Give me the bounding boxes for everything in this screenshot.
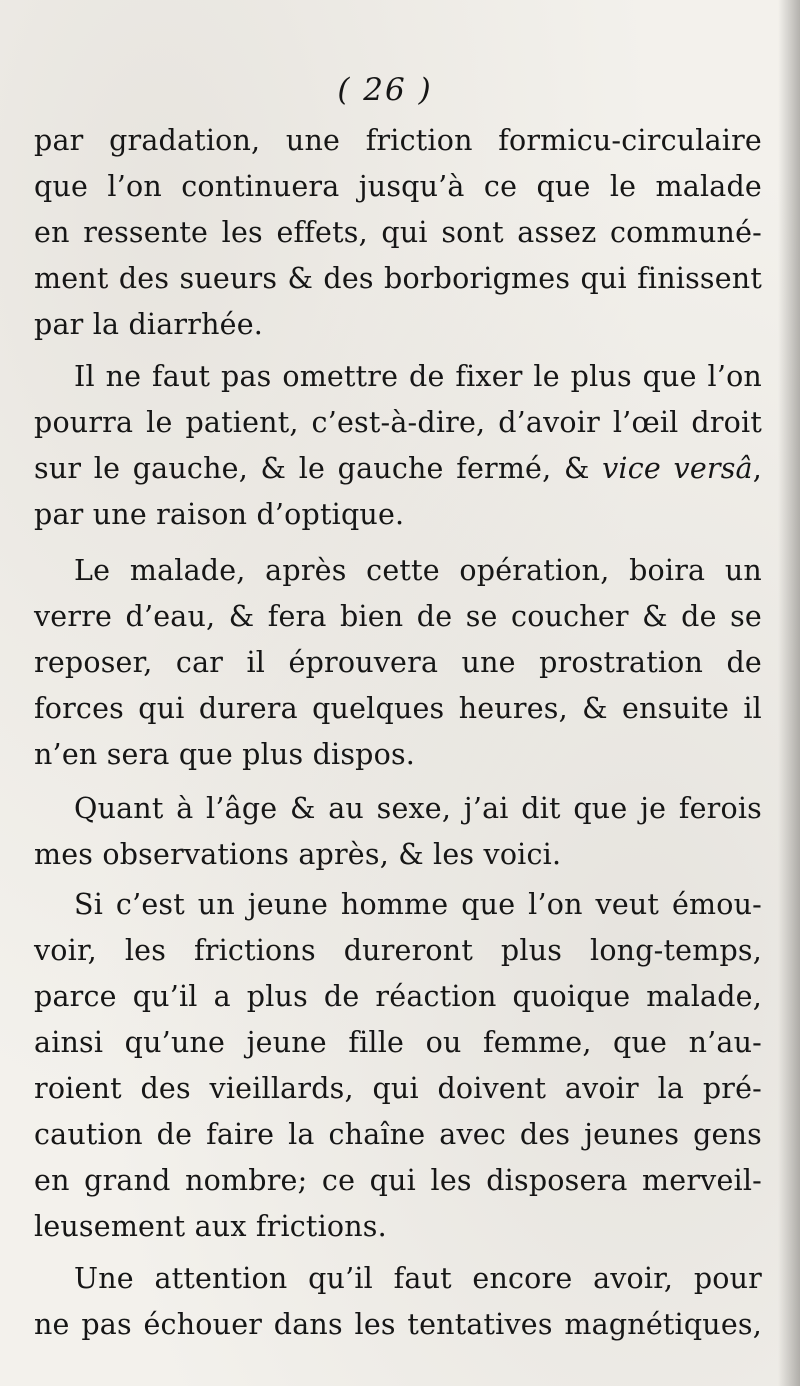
text-line: Il ne faut pas omettre de fixer le plus que l’on xyxy=(74,360,762,393)
text-line: roient des vieillards, qui doivent avoir la pré- xyxy=(34,1072,762,1105)
text-line: Si c’est un jeune homme que l’on veut émou- xyxy=(74,888,762,921)
text-line-start: sur le gauche, & le gauche fermé, & xyxy=(34,452,603,485)
text-line: verre d’eau, & fera bien de se coucher & de se xyxy=(34,600,762,633)
text-line: par la diarrhée. xyxy=(34,308,264,341)
text-line: en ressente les effets, qui sont assez communé- xyxy=(34,216,762,249)
text-line: forces qui durera quelques heures, & ensuite il xyxy=(34,692,762,725)
text-line: ne pas échouer dans les tentatives magnétiques, xyxy=(34,1308,762,1341)
text-line: en grand nombre; ce qui les disposera merveil- xyxy=(34,1164,762,1197)
text-line: par une raison d’optique. xyxy=(34,498,405,531)
text-line: caution de faire la chaîne avec des jeunes gens xyxy=(34,1118,762,1151)
text-line: ment des sueurs & des borborigmes qui finissent xyxy=(34,262,762,295)
text-line: parce qu’il a plus de réaction quoique malade, xyxy=(34,980,762,1013)
latin-phrase: vice versâ xyxy=(602,452,753,485)
text-line: leusement aux frictions. xyxy=(34,1210,387,1243)
text-line: Quant à l’âge & au sexe, j’ai dit que je ferois xyxy=(74,792,762,825)
text-line: sur le gauche, & le gauche fermé, & vice versâ, xyxy=(34,452,763,485)
text-line: mes observations après, & les voici. xyxy=(34,838,562,871)
text-line: Une attention qu’il faut encore avoir, pour xyxy=(74,1262,762,1295)
text-line: que l’on continuera jusqu’à ce que le malade xyxy=(34,170,762,203)
text-line: n’en sera que plus dispos. xyxy=(34,738,416,771)
text-line: pourra le patient, c’est-à-dire, d’avoir l’œil droit xyxy=(34,406,762,439)
text-line: reposer, car il éprouvera une prostration de xyxy=(34,646,762,679)
text-line: par gradation, une friction formicu-circulaire xyxy=(34,124,762,157)
page-number: ( 26 ) xyxy=(337,72,433,108)
text-line: voir, les frictions dureront plus long-temps, xyxy=(34,934,762,967)
text-line: Le malade, après cette opération, boira un xyxy=(74,554,762,587)
text-line: ainsi qu’une jeune fille ou femme, que n’au- xyxy=(34,1026,762,1059)
